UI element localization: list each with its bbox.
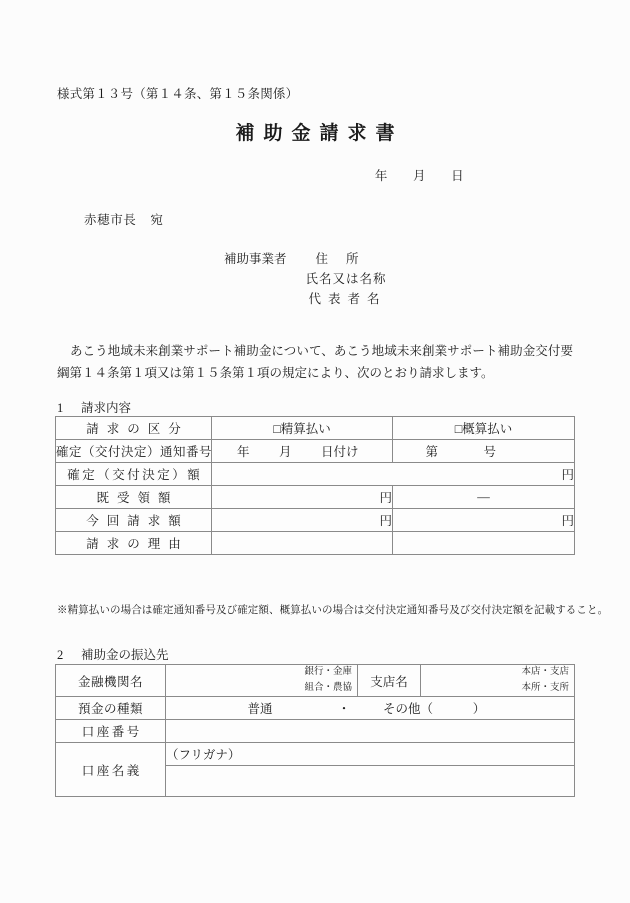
label-text: 口座番号 bbox=[81, 725, 142, 739]
label-text: 金融機関名 bbox=[77, 674, 143, 689]
notice-gou-label: 号 bbox=[483, 445, 497, 459]
table-row bbox=[56, 463, 575, 486]
label-text: 確定（交付決定）額 bbox=[67, 468, 203, 482]
addressee bbox=[84, 210, 164, 228]
applicant-address-row bbox=[224, 249, 394, 269]
option-estimate-cell[interactable]: □概算払い bbox=[393, 417, 575, 440]
table-row bbox=[56, 509, 575, 532]
row-label-determined-amount bbox=[56, 463, 212, 486]
already-received-estimate-cell: ― bbox=[393, 486, 575, 509]
row-label-account-number bbox=[56, 720, 166, 743]
deposit-other-close: ） bbox=[472, 702, 486, 716]
section1-number: 1 bbox=[57, 401, 64, 415]
row-label-already-received bbox=[56, 486, 212, 509]
deposit-other-option[interactable]: その他（ bbox=[382, 702, 433, 716]
row-label-branch: 支店名 bbox=[358, 665, 421, 697]
row-label-deposit-type bbox=[56, 697, 166, 720]
row-label-classification bbox=[56, 417, 212, 440]
deposit-separator: ・ bbox=[337, 702, 351, 716]
institution-suffix-line1: 銀行・金庫 bbox=[304, 667, 352, 677]
institution-suffix-line2: 組合・農協 bbox=[304, 682, 352, 693]
applicant-lead-label: 補助事業者 bbox=[224, 252, 287, 266]
label-text: 今回請求額 bbox=[86, 514, 189, 528]
date-day-label: 日 bbox=[451, 169, 465, 183]
label-text: 請求の理由 bbox=[86, 537, 189, 551]
current-claim-settlement-cell[interactable]: 円 bbox=[212, 509, 393, 532]
section2-heading bbox=[57, 645, 169, 663]
notice-number-settlement-cell[interactable] bbox=[212, 440, 393, 463]
date-year-label: 年 bbox=[374, 169, 389, 183]
applicant-representative-row bbox=[224, 289, 394, 309]
deposit-ordinary-option[interactable]: 普通 bbox=[247, 702, 273, 716]
table-row bbox=[56, 417, 575, 440]
addressee-suffix: 宛 bbox=[150, 213, 164, 227]
row-label-current-claim bbox=[56, 509, 212, 532]
account-holder-name-cell[interactable] bbox=[166, 766, 575, 797]
applicant-block bbox=[224, 249, 394, 309]
institution-suffix-stack bbox=[166, 665, 357, 696]
notice-day-label: 日付け bbox=[321, 445, 359, 459]
bank-transfer-table bbox=[55, 664, 575, 797]
notice-year-label: 年 bbox=[237, 445, 250, 459]
date-month-label: 月 bbox=[413, 169, 427, 183]
applicant-name-row bbox=[224, 269, 394, 289]
row-label-reason bbox=[56, 532, 212, 555]
reason-estimate-cell[interactable] bbox=[393, 532, 575, 555]
claim-details-table bbox=[55, 416, 575, 555]
branch-suffix-stack bbox=[421, 665, 574, 696]
branch-value-cell[interactable] bbox=[421, 665, 575, 697]
applicant-representative-label: 代表者名 bbox=[308, 292, 387, 306]
institution-value-cell[interactable] bbox=[166, 665, 358, 697]
row-label-institution bbox=[56, 665, 166, 697]
applicant-name-label: 氏名又は名称 bbox=[305, 272, 387, 286]
notice-month-label: 月 bbox=[279, 445, 292, 459]
table-row bbox=[56, 532, 575, 555]
date-line bbox=[0, 166, 630, 184]
section2-number: 2 bbox=[57, 648, 64, 662]
account-number-cell[interactable] bbox=[166, 720, 575, 743]
table-row bbox=[56, 665, 575, 697]
table-row bbox=[56, 440, 575, 463]
account-holder-furigana-cell[interactable]: （フリガナ） bbox=[166, 743, 575, 766]
section1-title: 請求内容 bbox=[81, 401, 132, 415]
label-text: 既受領額 bbox=[96, 491, 179, 505]
label-text: 確定（交付決定）通知番号 bbox=[56, 445, 213, 459]
branch-suffix-line2: 本所・支所 bbox=[521, 682, 569, 693]
section1-heading bbox=[57, 398, 131, 416]
label-text: 預金の種類 bbox=[77, 702, 143, 716]
applicant-address-label: 住所 bbox=[315, 252, 377, 266]
current-claim-estimate-cell[interactable]: 円 bbox=[393, 509, 575, 532]
table-row bbox=[56, 720, 575, 743]
notice-number-estimate-cell[interactable] bbox=[393, 440, 575, 463]
reason-settlement-cell[interactable] bbox=[212, 532, 393, 555]
section1-footnote: ※精算払いの場合は確定通知番号及び確定額、概算払いの場合は交付決定通知番号及び交付決定額を記載すること。 bbox=[57, 605, 609, 616]
label-text: 請求の区分 bbox=[86, 422, 189, 436]
notice-dai-label: 第 bbox=[425, 445, 439, 459]
deposit-type-cell[interactable] bbox=[166, 697, 575, 720]
row-label-account-holder bbox=[56, 743, 166, 797]
row-label-notice-number bbox=[56, 440, 212, 463]
table-row bbox=[56, 697, 575, 720]
determined-amount-cell[interactable]: 円 bbox=[212, 463, 575, 486]
addressee-name: 赤穂市長 bbox=[84, 213, 137, 227]
form-number: 様式第１３号（第１４条、第１５条関係） bbox=[57, 87, 299, 101]
label-text: 口座名義 bbox=[81, 763, 142, 778]
section2-title: 補助金の振込先 bbox=[81, 648, 169, 662]
table-row bbox=[56, 486, 575, 509]
already-received-settlement-cell[interactable]: 円 bbox=[212, 486, 393, 509]
branch-suffix-line1: 本店・支店 bbox=[521, 667, 569, 677]
option-settlement-cell[interactable]: □精算払い bbox=[212, 417, 393, 440]
page-title: 補助金請求書 bbox=[235, 123, 404, 144]
body-paragraph: あこう地域未来創業サポート補助金について、あこう地域未来創業サポート補助金交付要綱第１４条第１項又は第１５条第１項の規定により、次のとおり請求します。 bbox=[57, 344, 573, 380]
table-row bbox=[56, 743, 575, 766]
